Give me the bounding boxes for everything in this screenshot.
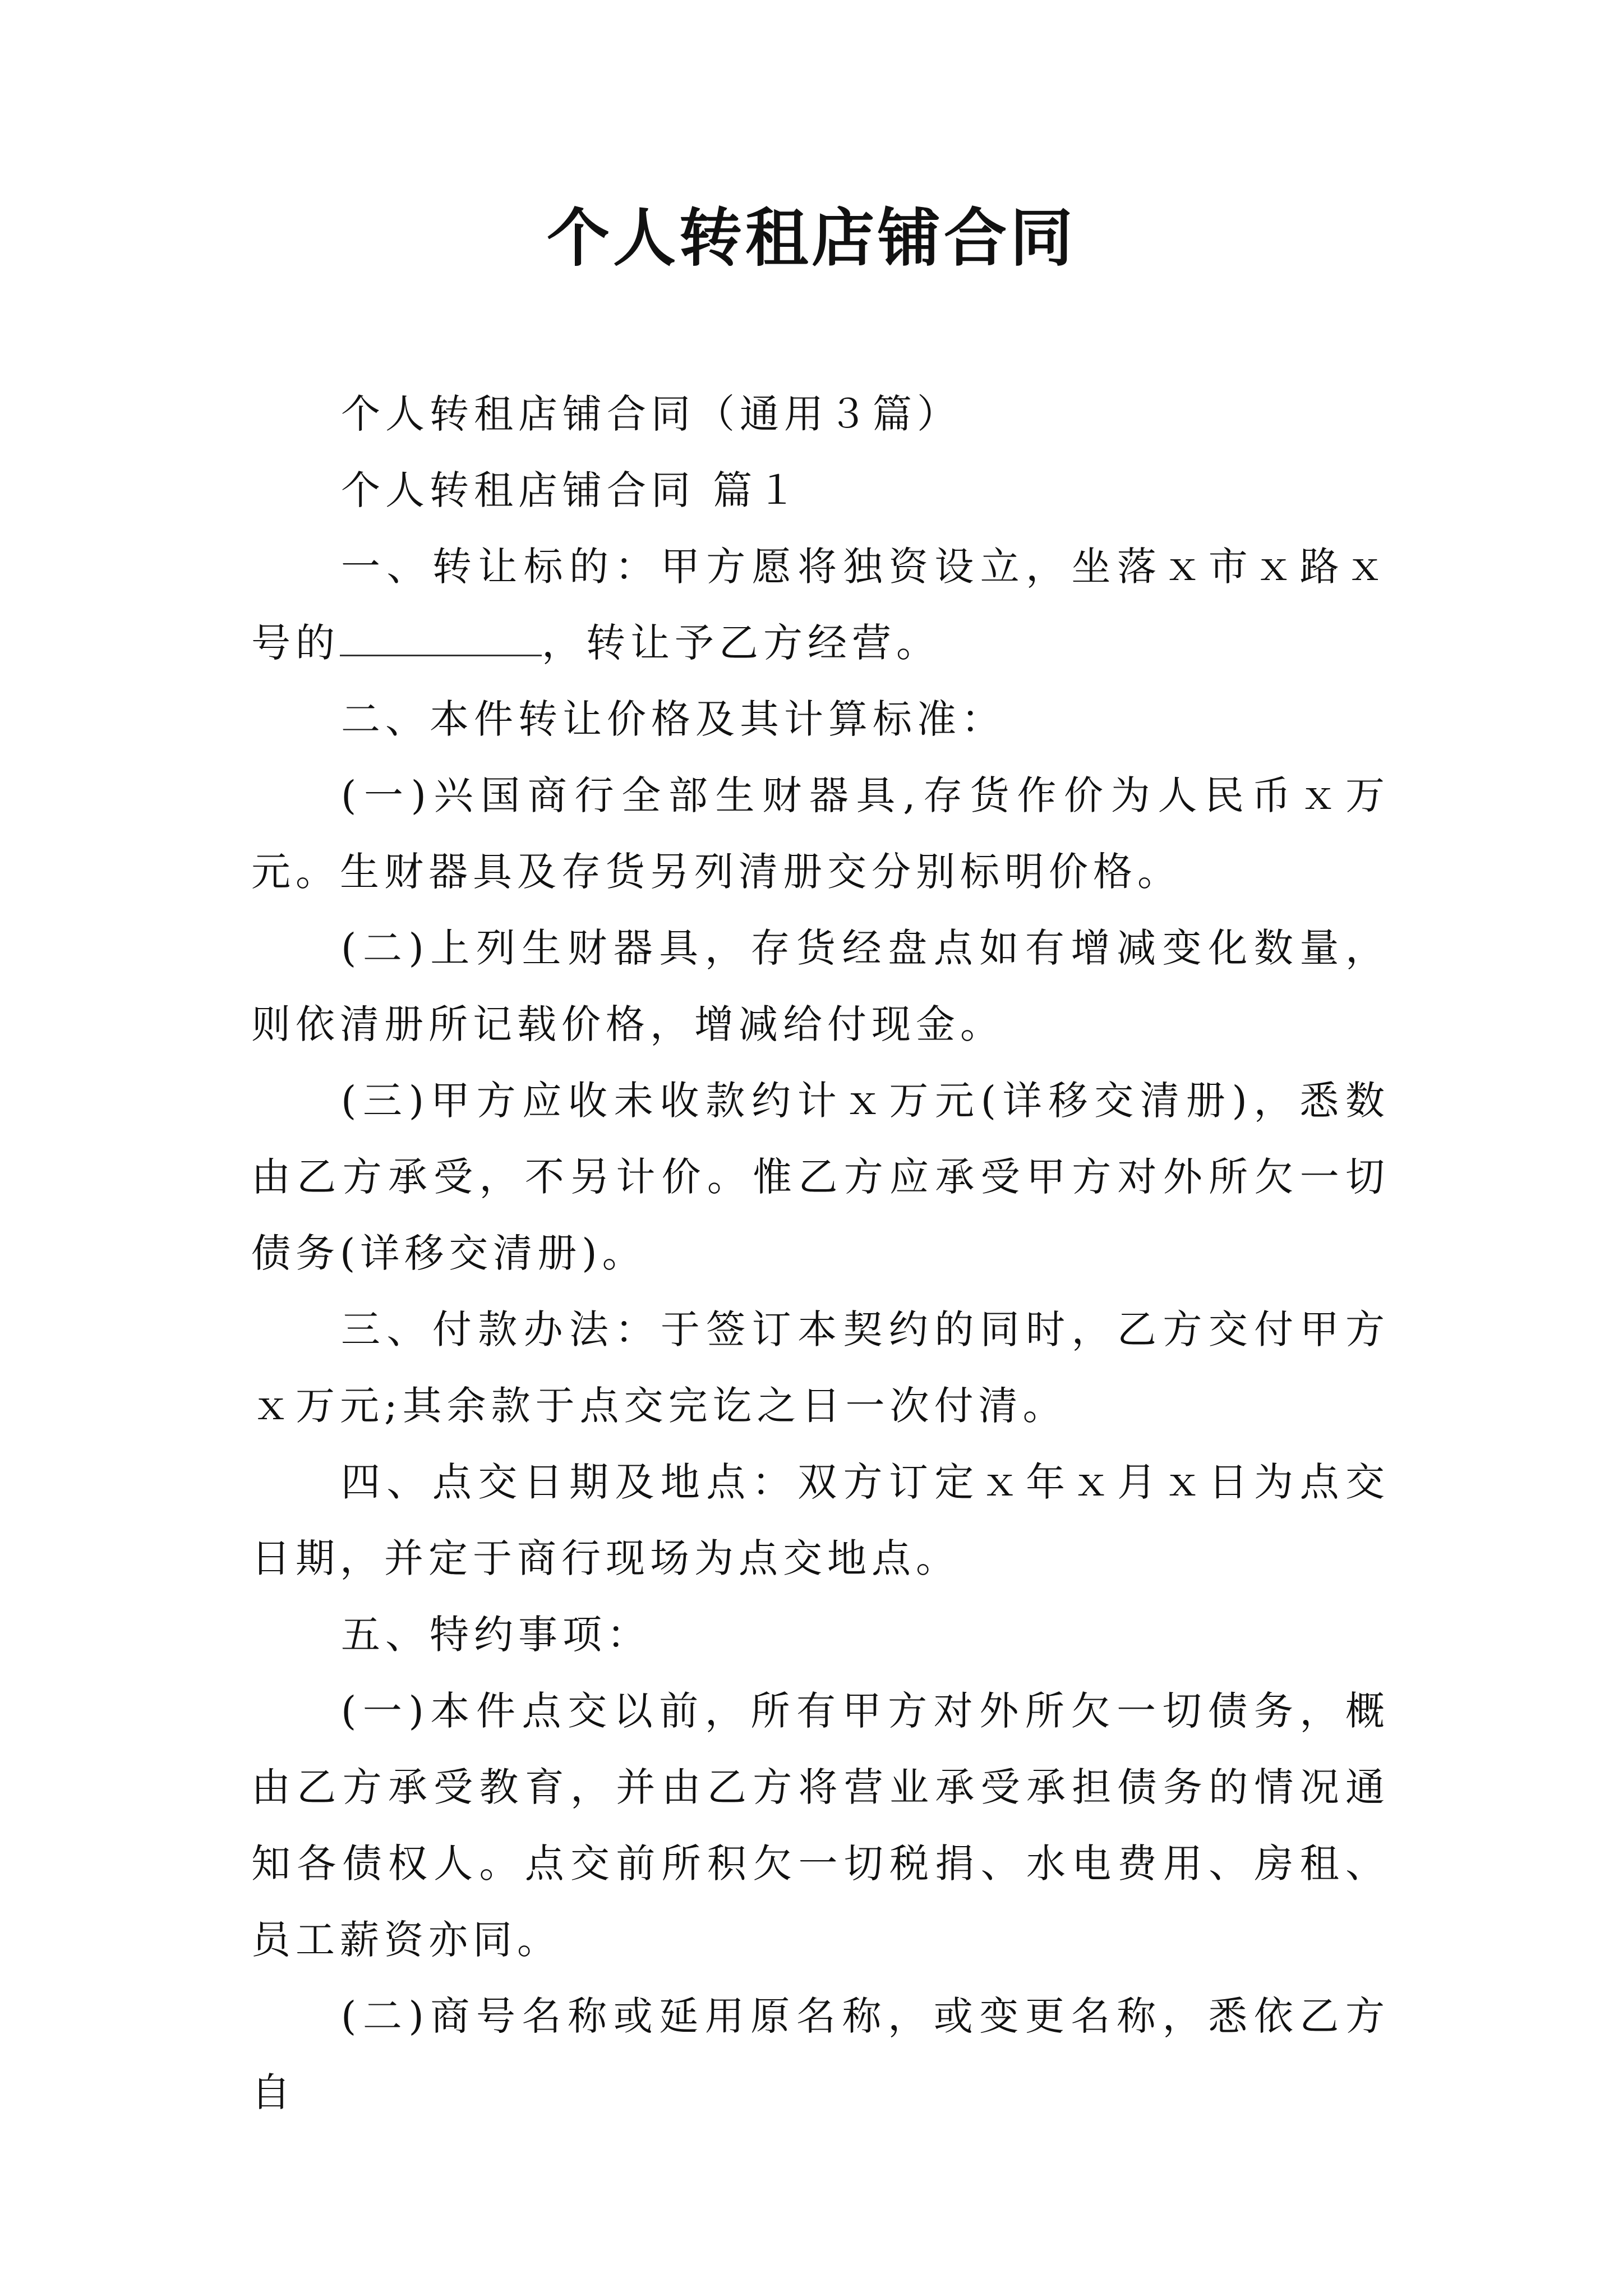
paragraph-subtitle: 个人转租店铺合同（通用３篇） [341, 391, 961, 437]
paragraph-clause-5: 五、特约事项： [341, 1612, 651, 1658]
document-title: 个人转租店铺合同 [547, 201, 1076, 275]
paragraph-clause-2-2: (二)上列生财器具，存货经盘点如有增减变化数量，则依清册所记载价格，增减给付现金。 [251, 925, 1390, 1047]
paragraph-clause-5-1: (一)本件点交以前，所有甲方对外所欠一切债务，概由乙方承受教育，并由乙方将营业承受承担债务的情况通知各债权人。点交前所积欠一切税捐、水电费用、房租、员工薪资亦同。 [251, 1688, 1390, 1963]
paragraph-clause-2-3: (三)甲方应收未收款约计ｘ万元(详移交清册)，悉数由乙方承受，不另计价。惟乙方应承受甲方对外所欠一切债务(详移交清册)。 [251, 1078, 1390, 1276]
paragraph-clause-3: 三、付款办法：于签订本契约的同时，乙方交付甲方ｘ万元;其余款于点交完讫之日一次付清。 [251, 1306, 1390, 1429]
clause-1-text-after: ，转让予乙方经营。 [542, 620, 940, 666]
paragraph-clause-1 [251, 528, 1390, 681]
paragraph-clause-2: 二、本件转让价格及其计算标准： [341, 696, 1006, 742]
paragraph-clause-5-2: (二)商号名称或延用原名称，或变更名称，悉依乙方自 [251, 1993, 1390, 2115]
paragraph-clause-2-1: (一)兴国商行全部生财器具,存货作价为人民币ｘ万元。生财器具及存货另列清册交分别标明价格。 [251, 772, 1390, 895]
paragraph-clause-4: 四、点交日期及地点：双方订定ｘ年ｘ月ｘ日为点交日期，并定于商行现场为点交地点。 [251, 1459, 1390, 1581]
clause-1-text-before: 一、转让标的：甲方愿将独资设立，坐落ｘ市ｘ路ｘ号的 [251, 544, 1390, 666]
document-body [251, 376, 1390, 2131]
fill-in-blank [340, 621, 542, 656]
paragraph-section-heading: 个人转租店铺合同 篇１ [341, 467, 802, 513]
